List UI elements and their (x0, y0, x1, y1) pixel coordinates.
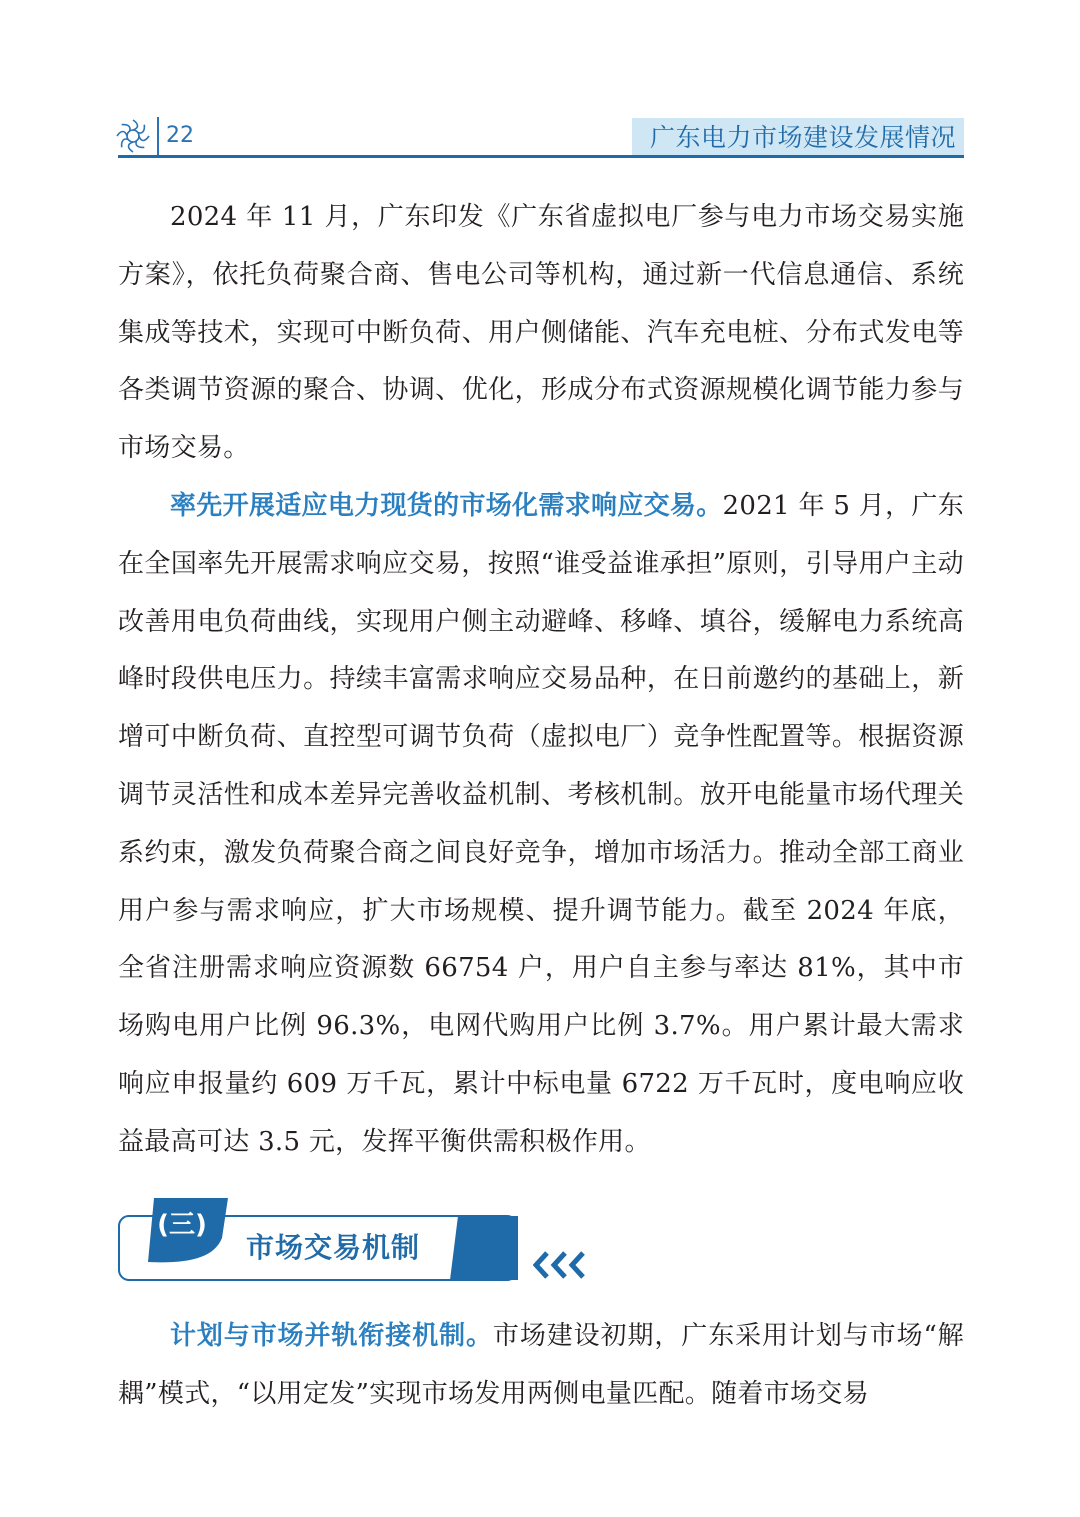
paragraph-text: 2024 年 11 月，广东印发《广东省虚拟电厂参与电力市场交易实施方案》，依托负荷聚合商、售电公司等机构，通过新一代信息通信、系统集成等技术，实现可中断负荷、用户侧储能、汽车充电桩、分布式发电等各类调节资源的聚合、协调、优化，形成分布式资源规模化调节能力参与市场交易。 (118, 202, 964, 464)
page-number: 22 (166, 123, 194, 148)
page-header (0, 0, 1080, 170)
paragraph-demand-response (118, 478, 964, 1172)
paragraph-virtual-power-plant (118, 189, 964, 478)
paragraph-lead: 计划与市场并轨衔接机制。 (170, 1321, 493, 1351)
paragraph-plan-market (118, 1308, 964, 1424)
header-rule (118, 155, 964, 158)
triple-chevron-left-icon (533, 1250, 591, 1280)
header-title: 广东电力市场建设发展情况 (650, 123, 957, 152)
section-title: 市场交易机制 (246, 1231, 421, 1264)
swirl-logo-icon (115, 118, 151, 154)
paragraph-text: 市场建设初期，广东采用计划与市场“解耦”模式，“以用定发”实现市场发用两侧电量匹配。随着市场交易 (118, 1321, 964, 1409)
paragraph-lead: 率先开展适应电力现货的市场化需求响应交易。 (170, 491, 723, 521)
paragraph-text: 2021 年 5 月，广东在全国率先开展需求响应交易，按照“谁受益谁承担”原则，引导用户主动改善用电负荷曲线，实现用户侧主动避峰、移峰、填谷，缓解电力系统高峰时段供电压力。持续丰富需求响应交易品种，在日前邀约的基础上，新增可中断负荷、直控型可调节负荷（虚拟电厂）竞争性配置等。根据资源调节灵活性和成本差异完善收益机制、考核机制。放开电能量市场代理关系约束，激发负荷聚合商之间良好竞争，增加市场活力。推动全部工商业用户参与需求响应，扩大市场规模、提升调节能力。截至 2024 年底，全省注册需求响应资源数 66754 户，用户自主参与率达 81%，其中市场购电用户比例 96.3%，电网代购用户比例 3.7%。用户累计最大需求响应申报量约 609 万千瓦，累计中标电量 6722 万千瓦时，度电响应收益最高可达 3.5 元，发挥平衡供需积极作用。 (118, 491, 964, 1157)
section-number: (三) (157, 1210, 207, 1240)
header-divider (157, 117, 159, 157)
